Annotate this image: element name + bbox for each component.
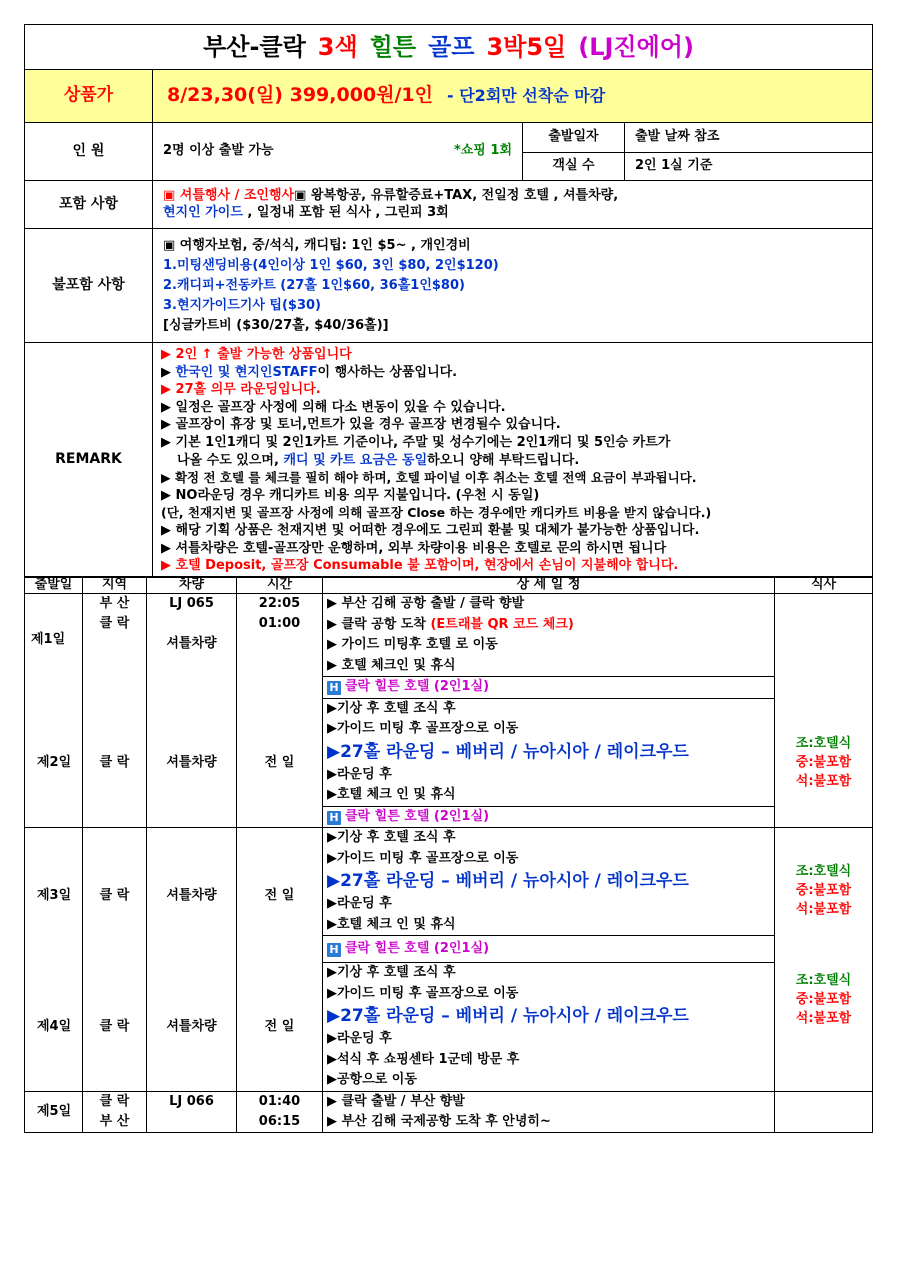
- included-line1-red: ▣ 셔틀행사 / 조인행사: [163, 188, 295, 204]
- schedule-item: ▶ 클락 출발 / 부산 향발: [327, 1093, 465, 1109]
- schedule-item: ▶가이드 미팅 후 골프장으로 이동: [327, 985, 519, 1001]
- excluded-line: ▣ 여행자보험, 중/석식, 캐디팁: 1인 $5~ , 개인경비: [163, 237, 471, 253]
- depart-label: 출발일자: [523, 123, 625, 153]
- remark-item: ▶ 2인 ↑ 출발 가능한 상품입니다: [161, 347, 352, 362]
- title-airline: (LJ진에어): [578, 33, 694, 61]
- itinerary-row-day4: [25, 963, 873, 1091]
- hotel-line: [323, 676, 774, 699]
- page-title: [25, 25, 873, 70]
- schedule-item: ▶가이드 미팅 후 골프장으로 이동: [327, 721, 519, 737]
- hotel-line: [323, 806, 774, 828]
- region-text: 클 락: [99, 1093, 130, 1109]
- schedule-item: ▶ 부산 김해 국제공항 도착 후 안녕히~: [327, 1113, 551, 1129]
- remark-item: ▶ 호텔 Deposit, 골프장 Consumable 불 포함이며, 현장에서 손님이 지불해야 합니다.: [161, 558, 679, 574]
- shopping-note: *쇼핑 1회: [453, 143, 512, 158]
- hotel-text: 클락 힐튼 호텔 (2인1실): [345, 679, 490, 695]
- remark-item: [161, 364, 872, 382]
- remark-item: ▶ 셔틀차량은 호텔-골프장만 운행하며, 외부 차량이용 비용은 호텔로 문의 하시면 됩니다: [161, 540, 667, 556]
- meal-lunch: 중:불포함: [795, 992, 852, 1008]
- room-value: 2인 1실 기준: [625, 153, 873, 181]
- day-label: 제5일: [25, 1091, 83, 1132]
- people-value: [153, 123, 523, 181]
- day-schedule: [323, 963, 775, 1091]
- schedule-item: ▶가이드 미팅 후 골프장으로 이동: [327, 850, 519, 866]
- remark-item: ▶ NO라운딩 경우 캐디카트 비용 의무 지불입니다. (우천 시 동일): [161, 487, 540, 503]
- schedule-item: ▶석식 후 쇼핑센타 1군데 방문 후: [327, 1051, 520, 1067]
- meal-lunch: 중:불포함: [795, 755, 852, 771]
- day-vehicle: 셔틀차량: [147, 963, 237, 1091]
- schedule-golf: ▶27홀 라운딩 – 베버리 / 뉴아시아 / 레이크우드: [327, 871, 689, 892]
- time-text: 01:40: [258, 1093, 301, 1109]
- region-text: 클 락: [99, 616, 130, 632]
- col-header-meal: 식사: [775, 577, 873, 594]
- itinerary-row-day3: [25, 828, 873, 964]
- remark-label: REMARK: [25, 343, 153, 578]
- remark-text: ▶: [161, 364, 176, 380]
- excluded-line: 2.캐디피+전동카트 (27홀 1인$60, 36홀1인$80): [163, 277, 465, 293]
- itinerary-row-day1: [25, 594, 873, 699]
- hotel-text: 클락 힐튼 호텔 (2인1실): [345, 808, 490, 824]
- day-meal: [775, 594, 873, 699]
- included-line2-blue: 현지인 가이드: [163, 204, 243, 220]
- schedule-item: ▶기상 후 호텔 조식 후: [327, 830, 456, 846]
- col-header-schedule: 상 세 일 정: [323, 577, 775, 594]
- schedule-item: ▶호텔 체크 인 및 휴식: [327, 916, 456, 932]
- price-value: [153, 70, 873, 123]
- schedule-item: ▶ 가이드 미팅후 호텔 로 이동: [327, 637, 498, 653]
- remark-text: 나올 수도 있으며,: [177, 452, 284, 468]
- excluded-line: 3.현지가이드기사 팁($30): [163, 297, 321, 313]
- time-text: 01:00: [258, 616, 301, 632]
- hotel-icon: H: [327, 681, 341, 695]
- day-vehicle: 셔틀차량: [147, 699, 237, 828]
- col-header-time: 시간: [237, 577, 323, 594]
- day-region: 클 락: [83, 828, 147, 964]
- remark-highlight: 캐디 및 카트 요금은 동일: [283, 452, 428, 468]
- meal-dinner: 석:불포함: [795, 1011, 852, 1027]
- excluded-line: [싱글카트비 ($30/27홀, $40/36홀)]: [163, 317, 389, 333]
- itinerary-row-day5: [25, 1091, 873, 1132]
- schedule-golf: ▶27홀 라운딩 – 베버리 / 뉴아시아 / 레이크우드: [327, 1006, 689, 1027]
- schedule-text: ▶ 클락 공항 도착: [327, 616, 431, 632]
- schedule-item: ▶라운딩 후: [327, 896, 392, 912]
- day-vehicle: 셔틀차량: [147, 828, 237, 964]
- meal-breakfast: 조:호텔식: [795, 736, 852, 752]
- schedule-item: ▶공항으로 이동: [327, 1072, 417, 1088]
- excluded-value: [153, 229, 873, 343]
- hotel-icon: H: [327, 943, 341, 957]
- day-time: [237, 594, 323, 699]
- day-schedule: [323, 1091, 775, 1132]
- depart-value: 출발 날짜 참조: [625, 123, 873, 153]
- excluded-label: 불포함 사항: [25, 229, 153, 343]
- meal-lunch: 중:불포함: [795, 883, 852, 899]
- tour-sheet: [24, 24, 872, 1133]
- people-label: 인 원: [25, 123, 153, 181]
- people-text: 2명 이상 출발 가능: [163, 143, 274, 159]
- region-text: 부 산: [99, 1113, 130, 1129]
- day-vehicle: [147, 594, 237, 699]
- meal-dinner: 석:불포함: [795, 774, 852, 790]
- remark-item: ▶ 기본 1인1캐디 및 2인1카트 기준이나, 주말 및 성수기에는 2인1캐디 및 5인승 카트가: [161, 434, 671, 450]
- day-region: [83, 594, 147, 699]
- remark-item: [161, 452, 872, 470]
- price-text: 8/23,30(일) 399,000원/1인: [167, 84, 434, 107]
- day-meal: [775, 963, 873, 1091]
- hotel-line: [323, 935, 774, 963]
- day-label: 제1일: [25, 594, 83, 699]
- meal-breakfast: 조:호텔식: [795, 973, 852, 989]
- hotel-text: 클락 힐튼 호텔 (2인1실): [345, 941, 490, 957]
- meal-dinner: 석:불포함: [795, 902, 852, 918]
- schedule-item: [327, 615, 774, 636]
- itinerary-header: [25, 577, 873, 594]
- itinerary-row-day2: [25, 699, 873, 828]
- info-table: [24, 24, 873, 578]
- day-time: 전 일: [237, 699, 323, 828]
- remark-list: [153, 343, 873, 578]
- hotel-icon: H: [327, 811, 341, 825]
- day-meal: [775, 699, 873, 828]
- title-hotel: 힐튼: [369, 33, 417, 61]
- col-header-day: 출발일: [25, 577, 83, 594]
- remark-text: 하오니 양해 부탁드립니다.: [427, 452, 580, 468]
- col-header-region: 지역: [83, 577, 147, 594]
- schedule-item: ▶기상 후 호텔 조식 후: [327, 700, 456, 716]
- time-text: 06:15: [258, 1113, 301, 1129]
- included-label: 포함 사항: [25, 181, 153, 229]
- meal-breakfast: 조:호텔식: [795, 864, 852, 880]
- day-label: 제4일: [25, 963, 83, 1091]
- remark-item: ▶ 해당 기획 상품은 천재지변 및 어떠한 경우에도 그린피 환불 및 대체가 불가능한 상품입니다.: [161, 522, 700, 538]
- schedule-item: ▶라운딩 후: [327, 1031, 392, 1047]
- remark-item: ▶ 27홀 의무 라운딩입니다.: [161, 382, 321, 398]
- day-region: [83, 1091, 147, 1132]
- remark-item: (단, 천재지변 및 골프장 사정에 의해 골프장 Close 하는 경우에만 캐디카트 비용을 받지 않습니다.): [161, 505, 712, 521]
- day-meal: [775, 828, 873, 964]
- time-text: 22:05: [258, 596, 301, 612]
- day-region: 클 락: [83, 963, 147, 1091]
- day-time: 전 일: [237, 828, 323, 964]
- day-meal: [775, 1091, 873, 1132]
- schedule-item: ▶ 부산 김해 공항 출발 / 클락 향발: [327, 596, 525, 612]
- schedule-golf: ▶27홀 라운딩 – 베버리 / 뉴아시아 / 레이크우드: [327, 741, 689, 762]
- day-vehicle: LJ 066: [147, 1091, 237, 1132]
- day-region: 클 락: [83, 699, 147, 828]
- day-label: 제2일: [25, 699, 83, 828]
- day-time: [237, 1091, 323, 1132]
- included-value: [153, 181, 873, 229]
- vehicle-text: 셔틀차량: [166, 636, 217, 652]
- day-time: 전 일: [237, 963, 323, 1091]
- remark-item: ▶ 골프장이 휴장 및 토너,먼트가 있을 경우 골프장 변경될수 있습니다.: [161, 417, 561, 433]
- itinerary-table: [24, 576, 873, 1133]
- day-schedule: [323, 594, 775, 699]
- remark-text: 이 행사하는 상품입니다.: [317, 364, 458, 380]
- room-label: 객실 수: [523, 153, 625, 181]
- schedule-note: (E트래블 QR 코드 체크): [430, 616, 574, 632]
- day-label: 제3일: [25, 828, 83, 964]
- region-text: 부 산: [99, 596, 130, 612]
- included-line2-rest: , 일정내 포함 된 식사 , 그린피 3회: [242, 204, 449, 220]
- included-line1-rest: ▣ 왕복항공, 유류할증료+TAX, 전일정 호텔 , 셔틀차량,: [294, 188, 619, 204]
- title-route: 부산-클락: [203, 33, 306, 61]
- remark-highlight: 한국인 및 현지인STAFF: [175, 364, 318, 380]
- day-schedule: [323, 828, 775, 964]
- title-golf: 골프: [428, 33, 475, 61]
- schedule-item: ▶호텔 체크 인 및 휴식: [327, 787, 456, 803]
- day-schedule: [323, 699, 775, 828]
- col-header-vehicle: 차량: [147, 577, 237, 594]
- schedule-item: ▶기상 후 호텔 조식 후: [327, 965, 456, 981]
- title-color: 3색: [317, 33, 358, 61]
- price-label: 상품가: [25, 70, 153, 123]
- price-note: - 단2회만 선착순 마감: [447, 86, 606, 106]
- remark-item: ▶ 일정은 골프장 사정에 의해 다소 변동이 있을 수 있습니다.: [161, 399, 506, 415]
- title-duration: 3박5일: [486, 33, 567, 61]
- schedule-item: ▶ 호텔 체크인 및 휴식: [327, 657, 456, 673]
- excluded-line: 1.미팅샌딩비용(4인이상 1인 $60, 3인 $80, 2인$120): [163, 257, 499, 273]
- vehicle-text: LJ 065: [169, 596, 214, 612]
- remark-item: ▶ 확정 전 호텔 를 체크를 필히 해야 하며, 호텔 파이널 이후 취소는 호텔 전액 요금이 부과됩니다.: [161, 470, 697, 486]
- schedule-item: ▶라운딩 후: [327, 766, 392, 782]
